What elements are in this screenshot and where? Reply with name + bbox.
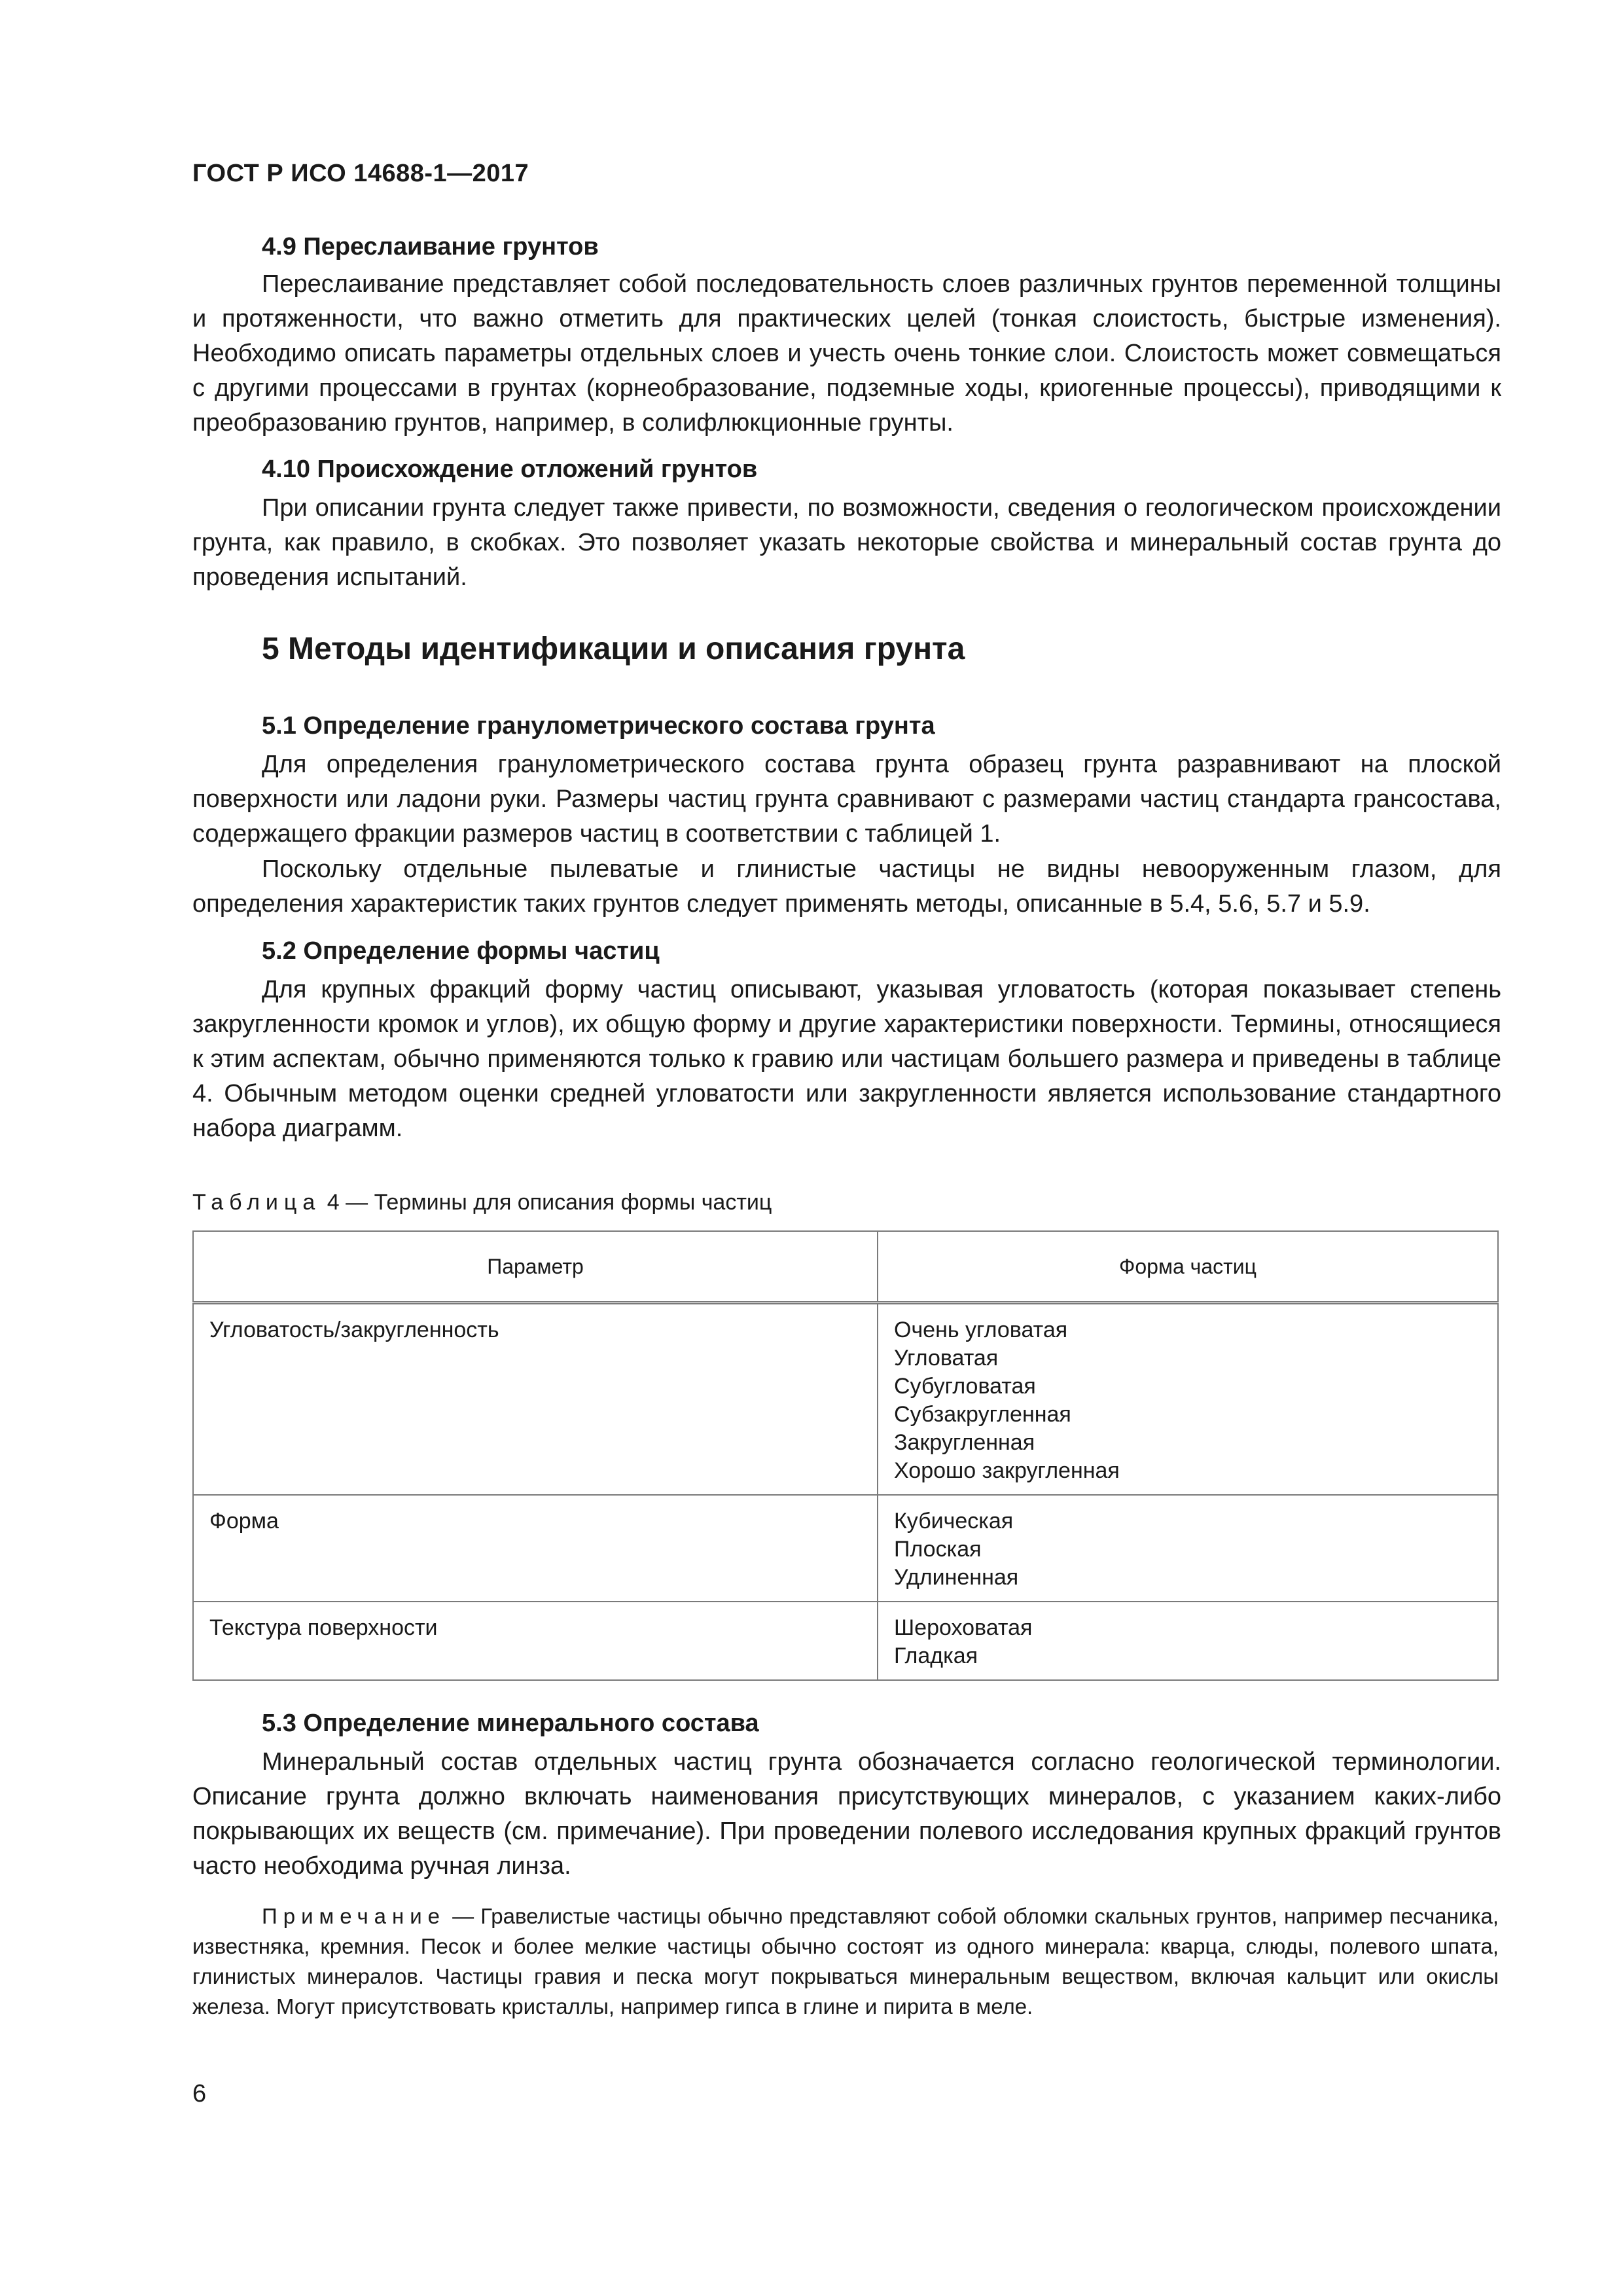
shape-cell — [878, 1303, 1498, 1496]
particle-shape-table — [192, 1230, 1499, 1681]
table-caption-title: 4 — Термины для описания формы частиц — [327, 1190, 772, 1215]
note-text: — Гравелистые частицы обычно представляют собой обломки скальных грунтов, например песчаника, известняка, кремния. Песок и более мелкие частицы обычно состоят из одного минерала: кварца, слюды, полевого шпата, глинистых минералов. Частицы гравия и песка могут покрываться минеральным веществом, включая кальцит или окислы железа. Могут присутствовать кристаллы, например гипса в глине и пирита в меле. — [192, 1904, 1499, 2018]
parameter-cell: Форма — [193, 1495, 878, 1602]
document-header: ГОСТ Р ИСО 14688-1—2017 — [192, 160, 529, 187]
shape-cell — [878, 1495, 1498, 1602]
section-5-3-title: 5.3 Определение минерального состава — [262, 1710, 759, 1737]
shape-term: Субугловатая — [894, 1374, 1036, 1399]
parameter-cell: Текстура поверхности — [193, 1602, 878, 1680]
header-particle-shape: Форма частиц — [878, 1231, 1498, 1303]
section-5-title: 5 Методы идентификации и описания грунта — [262, 632, 965, 666]
note-label: Примечание — [262, 1904, 446, 1928]
table-row — [193, 1303, 1498, 1496]
page-number: 6 — [192, 2080, 207, 2108]
shape-term: Гладкая — [894, 1643, 978, 1668]
table-caption-label: Таблица — [192, 1190, 321, 1215]
parameter-cell: Угловатость/закругленность — [193, 1303, 878, 1496]
shape-term: Удлиненная — [894, 1565, 1019, 1590]
section-5-2-title: 5.2 Определение формы частиц — [262, 937, 660, 965]
section-4-9-title: 4.9 Переслаивание грунтов — [262, 233, 599, 260]
shape-term: Плоская — [894, 1537, 982, 1562]
table-row — [193, 1602, 1498, 1680]
section-5-1-title: 5.1 Определение гранулометрического состава грунта — [262, 712, 935, 740]
header-parameter: Параметр — [193, 1231, 878, 1303]
section-5-2-text: Для крупных фракций форму частиц описывают, указывая угловатость (которая показывает степень закругленности кромок и углов), их общую форму и другие характеристики поверхности. Термины, относящиеся к этим аспектам, обычно применяются только к гравию или частицам большего размера и приведены в таблице 4. Обычным методом оценки средней угловатости или закругленности является использование стандартного набора диаграмм. — [192, 976, 1501, 1142]
section-5-1-para-1: Для определения гранулометрического состава грунта образец грунта разравнивают на плоской поверхности или ладони руки. Размеры частиц грунта сравнивают с размерами частиц стандарта грансостава, содержащего фракции размеров частиц в соответствии с таблицей 1. — [192, 751, 1501, 848]
section-5-3-text: Минеральный состав отдельных частиц грунта обозначается согласно геологической терминологии. Описание грунта должно включать наименования присутствующих минералов, с указанием каких-либо покрывающих их веществ (см. примечание). При проведении полевого исследования крупных фракций грунтов часто необходима ручная линза. — [192, 1748, 1501, 1880]
shape-term: Шероховатая — [894, 1615, 1033, 1640]
section-4-9-text: Переслаивание представляет собой последовательность слоев различных грунтов переменной толщины и протяженности, что важно отметить для практических целей (тонкая слоистость, быстрые изменения). Необходимо описать параметры отдельных слоев и учесть очень тонкие слои. Слоистость может совмещаться с другими процессами в грунтах (корнеобразование, подземные ходы, криогенные процессы), приводящими к преобразованию грунтов, например, в солифлюкционные грунты. — [192, 270, 1501, 437]
section-5-1-para-2: Поскольку отдельные пылеватые и глинистые частицы не видны невооруженным глазом, для определения характеристик таких грунтов следует применять методы, описанные в 5.4, 5.6, 5.7 и 5.9. — [192, 855, 1501, 918]
section-4-10-text: При описании грунта следует также привести, по возможности, сведения о геологическом происхождении грунта, как правило, в скобках. Это позволяет указать некоторые свойства и минеральный состав грунта до проведения испытаний. — [192, 494, 1501, 591]
shape-term: Субзакругленная — [894, 1402, 1071, 1427]
table-header-row — [193, 1231, 1498, 1303]
shape-term: Хорошо закругленная — [894, 1458, 1120, 1483]
shape-term: Угловатая — [894, 1346, 999, 1371]
shape-term: Закругленная — [894, 1430, 1035, 1455]
note-block — [192, 1901, 1499, 2022]
table-row — [193, 1495, 1498, 1602]
shape-term: Очень угловатая — [894, 1318, 1068, 1342]
shape-cell — [878, 1602, 1498, 1680]
section-4-10-title: 4.10 Происхождение отложений грунтов — [262, 456, 758, 483]
shape-term: Кубическая — [894, 1509, 1014, 1534]
table-4-caption — [192, 1190, 772, 1215]
